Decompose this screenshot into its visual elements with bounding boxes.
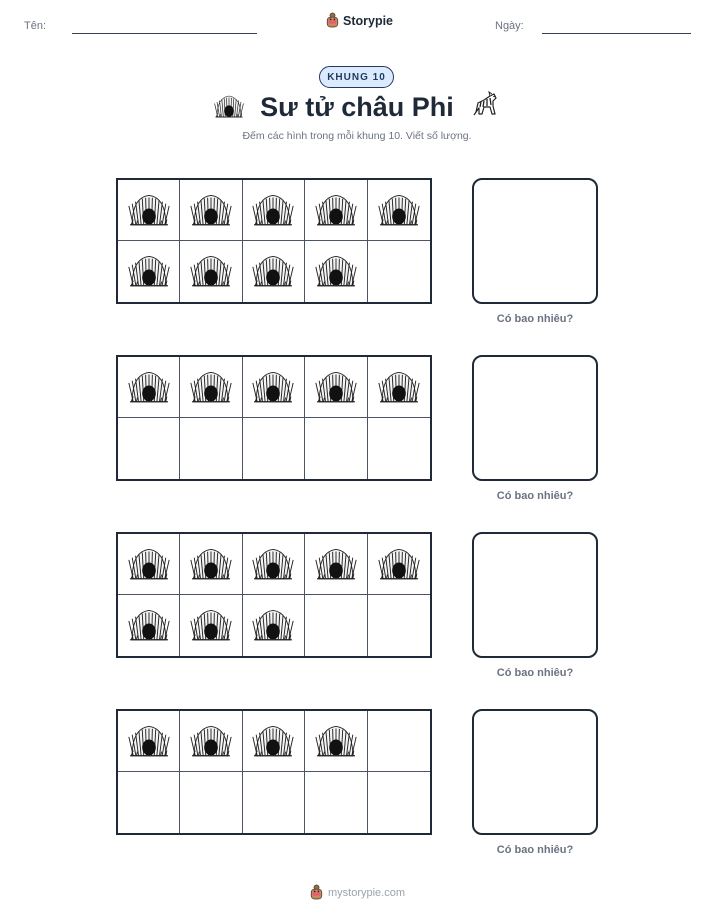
frame-cell (305, 241, 367, 302)
lion-den-icon (128, 187, 170, 234)
storypie-logo-icon (309, 884, 324, 901)
date-label: Ngày: (495, 20, 524, 32)
lion-den-icon (315, 364, 357, 411)
lion-den-icon (128, 541, 170, 588)
answer-box-3[interactable] (472, 532, 598, 658)
frame-cell (180, 595, 242, 656)
frame-cell (118, 241, 180, 302)
lion-den-icon (128, 718, 170, 765)
answer-box-4[interactable] (472, 709, 598, 835)
frame-cell (368, 711, 430, 772)
frame-cell (368, 418, 430, 479)
frame-cell (368, 772, 430, 833)
lion-den-icon (315, 541, 357, 588)
zebra-icon (470, 90, 500, 125)
footer (0, 884, 714, 901)
storypie-logo-icon (325, 12, 340, 29)
frame-cell (243, 772, 305, 833)
ten-frame-3 (116, 532, 432, 658)
lion-den-icon (252, 187, 294, 234)
frame-cell (305, 772, 367, 833)
frame-cell (243, 241, 305, 302)
brand-name: Storypie (343, 13, 394, 28)
lion-den-icon (252, 718, 294, 765)
brand-logo (325, 12, 393, 29)
lion-den-icon (378, 187, 420, 234)
frame-cell (305, 180, 367, 241)
lion-den-icon (128, 364, 170, 411)
answer-prompt-2: Có bao nhiêu? (496, 490, 574, 502)
lion-den-icon (252, 248, 294, 295)
frame-cell (305, 418, 367, 479)
frame-cell (243, 418, 305, 479)
frame-cell (118, 595, 180, 656)
frame-cell (368, 180, 430, 241)
frame-cell (243, 180, 305, 241)
frame-cell (118, 534, 180, 595)
frame-cell (180, 772, 242, 833)
frame-cell (180, 180, 242, 241)
answer-prompt-3: Có bao nhiêu? (496, 667, 574, 679)
instructions: Đếm các hình trong mỗi khung 10. Viết số lượng. (242, 130, 472, 142)
footer-url: mystorypie.com (327, 886, 406, 899)
frame-cell (305, 357, 367, 418)
ten-frame-4 (116, 709, 432, 835)
lion-den-icon (128, 602, 170, 649)
title-row (0, 88, 714, 126)
frame-cell (180, 711, 242, 772)
frame-cell (243, 595, 305, 656)
worksheet-badge: KHUNG 10 (319, 66, 394, 88)
frame-cell (243, 357, 305, 418)
lion-den-icon (378, 541, 420, 588)
lion-den-icon (190, 248, 232, 295)
frame-cell (118, 418, 180, 479)
frame-cell (118, 711, 180, 772)
lion-den-icon (128, 248, 170, 295)
frame-cell (118, 772, 180, 833)
answer-prompt-4: Có bao nhiêu? (496, 844, 574, 856)
frame-cell (368, 241, 430, 302)
ten-frame-2 (116, 355, 432, 481)
frame-cell (180, 357, 242, 418)
lion-den-icon (190, 602, 232, 649)
frame-cell (305, 534, 367, 595)
frame-cell (118, 357, 180, 418)
name-line[interactable] (72, 33, 257, 34)
lion-den-icon (190, 364, 232, 411)
frame-cell (243, 711, 305, 772)
frame-cell (368, 357, 430, 418)
lion-den-icon (315, 187, 357, 234)
lion-den-icon (190, 187, 232, 234)
frame-cell (180, 418, 242, 479)
lion-den-icon (378, 364, 420, 411)
lion-den-icon (214, 90, 244, 125)
frame-cell (118, 180, 180, 241)
frame-cell (368, 595, 430, 656)
frame-cell (180, 241, 242, 302)
answer-prompt-1: Có bao nhiêu? (496, 313, 574, 325)
lion-den-icon (190, 718, 232, 765)
lion-den-icon (315, 248, 357, 295)
date-line[interactable] (542, 33, 691, 34)
ten-frame-1 (116, 178, 432, 304)
answer-box-2[interactable] (472, 355, 598, 481)
frame-cell (305, 595, 367, 656)
name-label: Tên: (24, 20, 47, 32)
frame-cell (243, 534, 305, 595)
lion-den-icon (252, 541, 294, 588)
frame-cell (180, 534, 242, 595)
lion-den-icon (190, 541, 232, 588)
frame-cell (305, 711, 367, 772)
lion-den-icon (315, 718, 357, 765)
lion-den-icon (252, 364, 294, 411)
frame-cell (368, 534, 430, 595)
lion-den-icon (252, 602, 294, 649)
page-title: Sư tử châu Phi (260, 91, 454, 122)
answer-box-1[interactable] (472, 178, 598, 304)
